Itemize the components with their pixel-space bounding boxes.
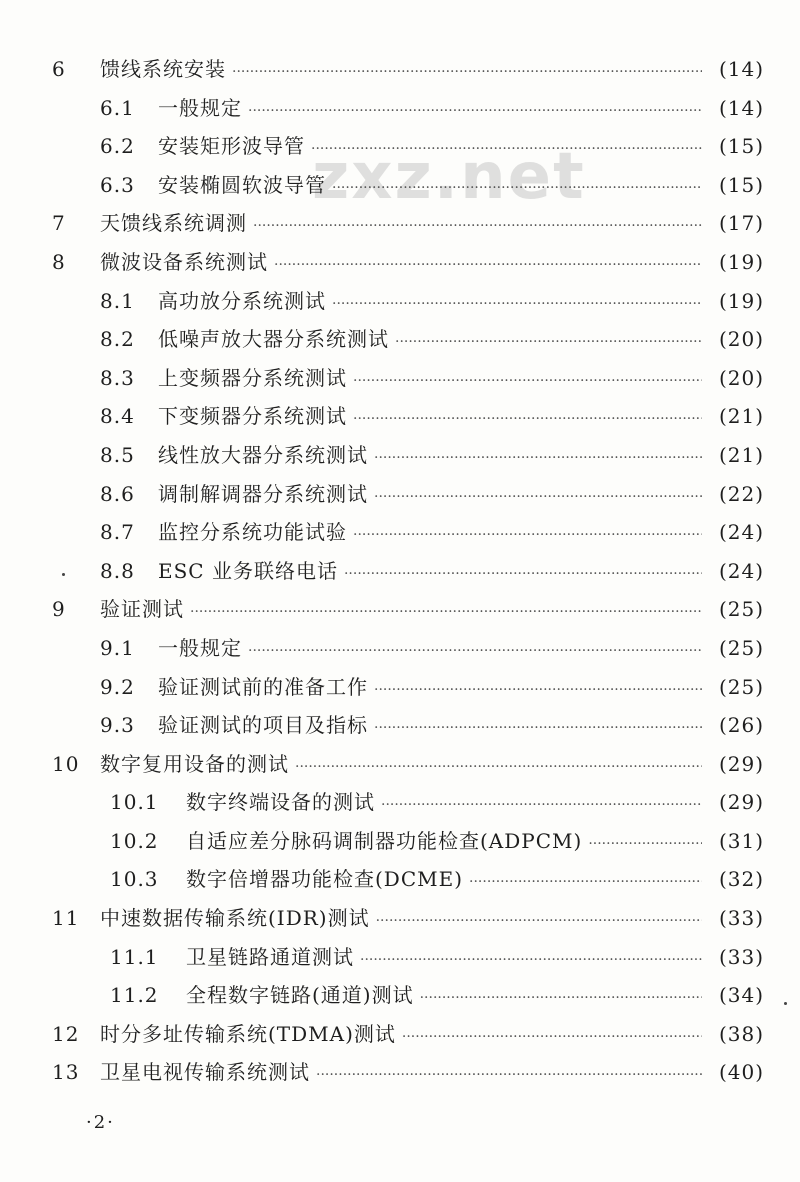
toc-entry [52,629,764,668]
toc-entry [52,860,764,899]
dot-leader [395,323,702,362]
toc-entry [52,706,764,745]
dot-leader [374,439,702,478]
dot-leader [332,285,702,324]
toc-entry-page: (33) [718,906,764,931]
dot-leader [253,207,702,246]
toc-entry-page: (25) [718,597,764,622]
toc-entry-title: 数字倍增器功能检查(DCME) [186,867,464,892]
toc-entry-title: 验证测试 [100,597,184,622]
dot-leader [402,1018,702,1057]
toc-entry-page: (21) [718,442,764,467]
dot-leader [274,246,702,285]
toc-entry-number: 7 [52,211,66,236]
toc-entry [52,938,764,977]
toc-entry-number: 9.2 [100,674,135,699]
toc-entry-page: (19) [718,249,764,274]
toc-entry-page: (14) [718,95,764,120]
toc-entry [52,89,764,128]
toc-entry-title: 天馈线系统调测 [100,211,247,236]
toc-entry-number: 8.1 [100,288,135,313]
toc-entry-page: (17) [718,211,764,236]
dot-leader [374,478,702,517]
toc-entry-title: 卫星链路通道测试 [186,944,354,969]
toc-entry-number: 11.1 [110,944,159,969]
dot-leader [232,53,702,92]
dot-leader [248,632,702,671]
toc-entry-number: 8.5 [100,442,135,467]
toc-entry-title: 上变频器分系统测试 [158,365,347,390]
dot-leader [353,400,702,439]
toc-entry-page: (29) [718,790,764,815]
stray-dot-right [784,1002,787,1005]
page-footer-number: ·2· [86,1112,115,1133]
toc-entry-page: (22) [718,481,764,506]
dot-leader [374,671,702,710]
toc-entry-number: 6.2 [100,134,135,159]
toc-entry-number: 8.8 [100,558,135,583]
toc-entry [52,243,764,282]
toc-entry-page: (40) [718,1060,764,1085]
toc-entry [52,745,764,784]
toc-entry-title: 线性放大器分系统测试 [158,442,368,467]
dot-leader [381,786,702,825]
toc-entry-page: (29) [718,751,764,776]
toc-entry-page: (14) [718,57,764,81]
toc-entry [52,1015,764,1054]
stray-dot-left [62,573,65,576]
toc-entry [52,359,764,398]
toc-entry-number: 10 [52,751,80,776]
toc-entry [52,899,764,938]
toc-entry-title: 数字终端设备的测试 [186,790,375,815]
toc-entry-number: 8.7 [100,520,135,545]
toc-entry-page: (24) [718,558,764,583]
toc-entry [52,668,764,707]
dot-leader [353,362,702,401]
toc-entry-title: 一般规定 [158,95,242,120]
toc-entry-number: 6 [52,57,66,81]
dot-leader [376,902,702,941]
toc-entry-page: (31) [718,828,764,853]
toc-entry [52,475,764,514]
toc-entry-number: 12 [52,1021,80,1046]
dot-leader [588,825,702,864]
dot-leader [374,709,702,748]
toc-entry-number: 10.1 [110,790,159,815]
toc-entry-title: 微波设备系统测试 [100,249,268,274]
dot-leader [344,555,702,594]
toc-entry [52,320,764,359]
toc-entry-title: 下变频器分系统测试 [158,404,347,429]
toc-entry [52,127,764,166]
toc-entry-number: 8.2 [100,327,135,352]
toc-entry-number: 11 [52,906,80,931]
dot-leader [469,863,702,902]
toc-entry-page: (34) [718,983,764,1008]
toc-entry-number: 8.6 [100,481,135,506]
toc-entry [52,204,764,243]
watermark: zxz.net [312,140,586,214]
toc-entry-page: (25) [718,674,764,699]
toc-entry-number: 10.2 [110,828,159,853]
toc-entry-page: (38) [718,1021,764,1046]
toc-entry-number: 10.3 [110,867,159,892]
toc-entry-page: (20) [718,327,764,352]
toc-entry-title: ESC 业务联络电话 [158,558,338,583]
toc-entry-title: 馈线系统安装 [100,57,226,81]
toc-entry-number: 9.1 [100,635,135,660]
toc-entry [52,397,764,436]
toc-entry-title: 中速数据传输系统(IDR)测试 [100,906,370,931]
toc-entry-page: (32) [718,867,764,892]
toc-entry-number: 6.3 [100,172,135,197]
dot-leader [353,516,702,555]
toc-entry-title: 安装椭圆软波导管 [158,172,326,197]
toc-entry-title: 验证测试前的准备工作 [158,674,368,699]
dot-leader [316,1056,702,1095]
dot-leader [332,169,702,208]
toc-entry-title: 时分多址传输系统(TDMA)测试 [100,1021,396,1046]
toc-entry-page: (15) [718,172,764,197]
toc-entry-title: 全程数字链路(通道)测试 [186,983,414,1008]
toc-entry [52,552,764,591]
toc-entry-title: 监控分系统功能试验 [158,520,347,545]
toc-entry-number: 11.2 [110,983,159,1008]
toc-entry-title: 高功放分系统测试 [158,288,326,313]
toc-entry-number: 6.1 [100,95,135,120]
toc-entry-title: 卫星电视传输系统测试 [100,1060,310,1085]
dot-leader [295,748,702,787]
toc-entry-number: 8.4 [100,404,135,429]
toc-entry-page: (19) [718,288,764,313]
toc-entry-number: 13 [52,1060,80,1085]
toc-entry [52,282,764,321]
toc-entry-title: 一般规定 [158,635,242,660]
dot-leader [190,593,702,632]
toc-entry [52,976,764,1015]
toc-entry-title: 数字复用设备的测试 [100,751,289,776]
toc-entry-page: (26) [718,713,764,738]
toc-entry-page: (20) [718,365,764,390]
table-of-contents [52,50,764,1092]
toc-entry-title: 调制解调器分系统测试 [158,481,368,506]
toc-entry-page: (24) [718,520,764,545]
dot-leader [360,941,702,980]
dot-leader [248,92,702,131]
toc-entry [52,50,764,89]
toc-entry [52,166,764,205]
toc-entry-title: 验证测试的项目及指标 [158,713,368,738]
toc-entry [52,783,764,822]
toc-entry [52,590,764,629]
toc-entry-number: 8 [52,249,66,274]
toc-entry [52,1053,764,1092]
toc-entry-page: (33) [718,944,764,969]
dot-leader [420,979,702,1018]
toc-entry-page: (15) [718,134,764,159]
toc-entry-page: (25) [718,635,764,660]
toc-entry-number: 8.3 [100,365,135,390]
toc-entry [52,513,764,552]
dot-leader [311,130,702,169]
toc-entry-title: 安装矩形波导管 [158,134,305,159]
toc-entry [52,436,764,475]
toc-entry-title: 自适应差分脉码调制器功能检查(ADPCM) [186,828,583,853]
toc-entry-number: 9.3 [100,713,135,738]
toc-entry-title: 低噪声放大器分系统测试 [158,327,389,352]
toc-entry [52,822,764,861]
toc-entry-page: (21) [718,404,764,429]
toc-entry-number: 9 [52,597,66,622]
